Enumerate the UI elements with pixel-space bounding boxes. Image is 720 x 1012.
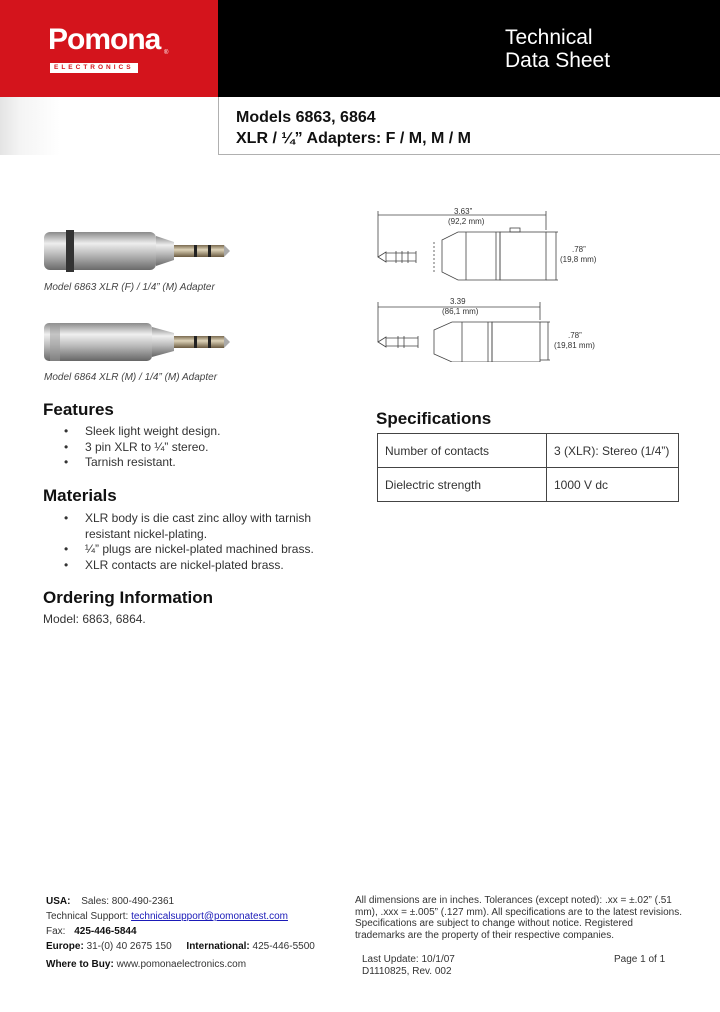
list-item: • XLR contacts are nickel-plated brass. bbox=[64, 558, 334, 574]
sales-phone: Sales: 800-490-2361 bbox=[81, 896, 175, 907]
materials-heading: Materials bbox=[43, 486, 117, 505]
page-number: Page 1 of 1 bbox=[614, 954, 666, 965]
product-photo-6864 bbox=[44, 318, 230, 366]
product-photo-6863 bbox=[44, 226, 230, 276]
spec-value: 3 (XLR): Stereo (1/4”) bbox=[547, 434, 679, 468]
title-divider-vertical bbox=[218, 97, 219, 155]
list-item: • XLR body is die cast zinc alloy with tarnish resistant nickel-plating. bbox=[64, 511, 334, 542]
features-list bbox=[64, 424, 324, 471]
table-row bbox=[378, 434, 679, 468]
spec-label: Dielectric strength bbox=[378, 468, 547, 502]
logo-subtext: ELECTRONICS bbox=[50, 63, 138, 73]
pomona-logo bbox=[48, 24, 168, 74]
revision-info bbox=[362, 954, 455, 978]
ordering-heading: Ordering Information bbox=[43, 588, 213, 607]
last-update: Last Update: 10/1/07 bbox=[362, 954, 455, 965]
page-title: Models 6863, 6864 bbox=[236, 109, 376, 126]
support-email-link[interactable]: technicalsupport@pomonatest.com bbox=[131, 911, 288, 922]
len1-label: 3.63” bbox=[454, 207, 473, 216]
where-to-buy-label: Where to Buy: bbox=[46, 959, 114, 970]
document-number: D1110825, Rev. 002 bbox=[362, 966, 452, 977]
fax-number: 425-446-5844 bbox=[74, 926, 137, 937]
list-item: • ¼” plugs are nickel-plated machined brass. bbox=[64, 542, 334, 558]
len2-label: 3.39 bbox=[450, 297, 466, 306]
doc-type-line1: Technical bbox=[505, 26, 593, 49]
features-heading: Features bbox=[43, 400, 114, 419]
usa-label: USA: bbox=[46, 896, 71, 907]
ordering-text: Model: 6863, 6864. bbox=[43, 612, 146, 626]
international-phone: 425-446-5500 bbox=[252, 941, 315, 952]
table-row bbox=[378, 468, 679, 502]
title-divider-horizontal bbox=[218, 154, 720, 155]
fax-label: Fax: bbox=[46, 926, 66, 937]
disclaimer: All dimensions are in inches. Tolerances (except noted): .xx = ±.02” (.51 mm), .xxx = ±.005” (.127 mm). All specifications are to the latest revisions. Specifications are subject to change without notice. Registered trademarks are the property of their respective companies. bbox=[355, 895, 682, 941]
list-item: • Tarnish resistant. bbox=[64, 455, 324, 471]
list-item: • Sleek light weight design. bbox=[64, 424, 324, 440]
logo-text: Pomona bbox=[48, 23, 161, 56]
header-bar bbox=[218, 0, 720, 97]
support-label: Technical Support: bbox=[46, 911, 129, 922]
brand-banner bbox=[0, 0, 218, 97]
europe-phone: 31-(0) 40 2675 150 bbox=[86, 941, 172, 952]
where-to-buy-link[interactable]: www.pomonaelectronics.com bbox=[116, 959, 247, 970]
spec-label: Number of contacts bbox=[378, 434, 547, 468]
materials-list bbox=[64, 511, 334, 573]
footer-contacts bbox=[46, 894, 315, 972]
dia2-label: .78” bbox=[568, 331, 582, 340]
spec-value: 1000 V dc bbox=[547, 468, 679, 502]
caption-6863: Model 6863 XLR (F) / 1/4” (M) Adapter bbox=[44, 282, 215, 293]
document-type bbox=[505, 26, 610, 72]
list-item: • 3 pin XLR to ¼” stereo. bbox=[64, 440, 324, 456]
doc-type-line2: Data Sheet bbox=[505, 49, 611, 72]
len1-mm-label: (92,2 mm) bbox=[448, 217, 485, 226]
side-shade bbox=[0, 97, 218, 155]
europe-label: Europe: bbox=[46, 941, 84, 952]
caption-6864: Model 6864 XLR (M) / 1/4” (M) Adapter bbox=[44, 372, 218, 383]
international-label: International: bbox=[186, 941, 250, 952]
page-subtitle: XLR / ¼” Adapters: F / M, M / M bbox=[236, 130, 471, 147]
dia1-label: .78” bbox=[572, 245, 586, 254]
specifications-table bbox=[377, 433, 679, 502]
dia2-mm-label: (19,81 mm) bbox=[554, 341, 595, 350]
registered-mark-icon: ® bbox=[164, 50, 169, 56]
dia1-mm-label: (19,8 mm) bbox=[560, 255, 597, 264]
dimension-drawing bbox=[372, 202, 608, 362]
specifications-heading: Specifications bbox=[376, 409, 492, 428]
len2-mm-label: (86,1 mm) bbox=[442, 307, 479, 316]
